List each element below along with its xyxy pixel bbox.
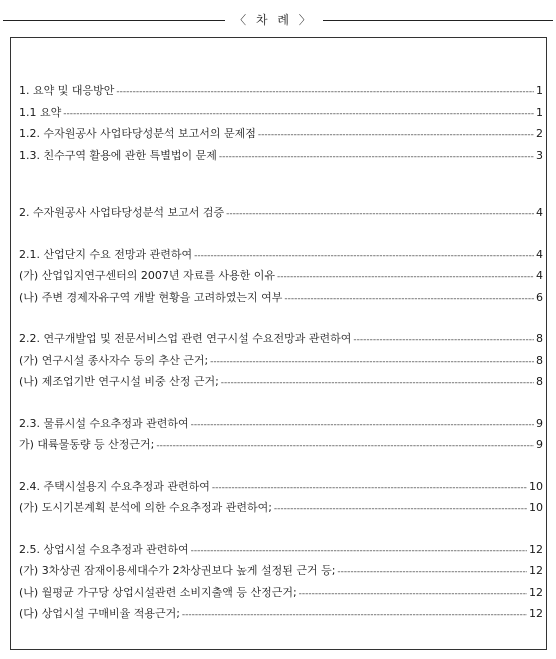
- toc-entry-page: 2: [536, 127, 543, 140]
- toc-entry-page: 4: [536, 247, 543, 261]
- toc-leader-dots: [191, 415, 534, 437]
- toc-leader-dots: [221, 373, 534, 395]
- toc-leader-dots: [191, 541, 527, 563]
- toc-entry[interactable]: [19, 350, 543, 372]
- toc-entry[interactable]: [19, 371, 543, 393]
- toc-entry-page: 1: [536, 105, 543, 119]
- toc-entry-page: 3: [536, 148, 543, 162]
- title-rule-left: [3, 20, 225, 21]
- toc-entry[interactable]: [19, 202, 543, 224]
- toc-entry-label: 1.2. 수자원공사 사업타당성분석 보고서의 문제점: [19, 127, 256, 140]
- toc-entry-page: 4: [536, 269, 543, 282]
- toc-entry-label: (가) 연구시설 종사자수 등의 추산 근거;: [19, 353, 209, 367]
- toc-entry-page: 10: [529, 479, 543, 493]
- toc-entry-label: 2.2. 연구개발업 및 전문서비스업 관련 연구시설 수요전망과 관련하여: [19, 332, 352, 345]
- toc-entry-page: 4: [536, 206, 543, 219]
- toc-entry[interactable]: [19, 413, 543, 435]
- toc-entry-label: (나) 주변 경제자유구역 개발 현황을 고려하였는지 여부: [19, 290, 283, 304]
- toc-entry-label: 가) 대륙물동량 등 산정근거;: [19, 438, 155, 451]
- toc-entry-page: 12: [529, 564, 543, 577]
- toc-leader-dots: [210, 352, 534, 374]
- toc-leader-dots: [274, 499, 527, 521]
- toc-entry[interactable]: [19, 497, 543, 519]
- toc-entry-label: 1.1 요약: [19, 105, 62, 119]
- toc-leader-dots: [63, 104, 534, 126]
- toc-entry-label: 1. 요약 및 대응방안: [19, 84, 115, 97]
- toc-entry-label: 1.3. 친수구역 활용에 관한 특별법이 문제: [19, 148, 217, 162]
- toc-entry[interactable]: [19, 244, 543, 266]
- toc-entry[interactable]: [19, 287, 543, 309]
- toc-leader-dots: [182, 605, 527, 627]
- toc-entry-page: 12: [529, 607, 543, 620]
- toc-entry-label: (가) 3차상권 잠재이용세대수가 2차상권보다 높게 설정된 근거 등;: [19, 564, 336, 577]
- toc-leader-dots: [116, 82, 534, 104]
- toc-entry[interactable]: [19, 265, 543, 287]
- toc-entry-label: (나) 제조업기반 연구시설 비중 산정 근거;: [19, 375, 219, 388]
- toc-title-row: [3, 12, 553, 28]
- toc-leader-dots: [353, 330, 534, 352]
- toc-entry[interactable]: [19, 123, 543, 145]
- table-of-contents: [19, 80, 543, 625]
- toc-entry-page: 1: [536, 84, 543, 97]
- toc-entry-page: 9: [536, 438, 543, 451]
- toc-entry[interactable]: [19, 102, 543, 124]
- toc-leader-dots: [194, 246, 534, 268]
- toc-entry-page: 12: [529, 585, 543, 599]
- toc-entry-label: (가) 도시기본계획 분석에 의한 수요추정과 관련하여;: [19, 501, 272, 514]
- toc-entry-page: 8: [536, 375, 543, 388]
- toc-entry-label: (나) 월평균 가구당 상업시설관련 소비지출액 등 산정근거;: [19, 585, 297, 599]
- toc-entry[interactable]: [19, 80, 543, 102]
- toc-entry[interactable]: [19, 145, 543, 167]
- toc-entry-label: (다) 상업시설 구매비율 적용근거;: [19, 607, 180, 620]
- toc-leader-dots: [258, 125, 534, 147]
- toc-entry-page: 9: [536, 416, 543, 430]
- toc-entry[interactable]: [19, 434, 543, 456]
- toc-entry-page: 6: [536, 290, 543, 304]
- toc-entry-page: 10: [529, 501, 543, 514]
- toc-entry-label: (가) 산업입지연구센터의 2007년 자료를 사용한 이유: [19, 269, 275, 282]
- toc-entry-label: 2.5. 상업시설 수요추정과 관련하여: [19, 542, 189, 556]
- toc-entry-label: 2. 수자원공사 사업타당성분석 보고서 검증: [19, 206, 225, 219]
- toc-entry-label: 2.3. 물류시설 수요추정과 관련하여: [19, 416, 189, 430]
- toc-entry[interactable]: [19, 476, 543, 498]
- toc-entry-page: 12: [529, 542, 543, 556]
- toc-entry[interactable]: [19, 560, 543, 582]
- toc-entry-page: 8: [536, 353, 543, 367]
- toc-entry[interactable]: [19, 539, 543, 561]
- toc-leader-dots: [337, 562, 527, 584]
- toc-entry-label: 2.1. 산업단지 수요 전망과 관련하여: [19, 247, 193, 261]
- toc-entry[interactable]: [19, 603, 543, 625]
- toc-title: 〈 차 례 〉: [234, 13, 314, 27]
- toc-entry-label: 2.4. 주택시설용지 수요추정과 관련하여: [19, 479, 210, 493]
- toc-leader-dots: [219, 147, 534, 169]
- toc-leader-dots: [284, 289, 534, 311]
- toc-entry-page: 8: [536, 332, 543, 345]
- toc-leader-dots: [212, 478, 527, 500]
- toc-leader-dots: [156, 436, 534, 458]
- toc-leader-dots: [277, 267, 534, 289]
- toc-entry[interactable]: [19, 582, 543, 604]
- toc-entry[interactable]: [19, 328, 543, 350]
- toc-leader-dots: [226, 204, 534, 226]
- title-rule-right: [323, 20, 553, 21]
- toc-leader-dots: [299, 584, 527, 606]
